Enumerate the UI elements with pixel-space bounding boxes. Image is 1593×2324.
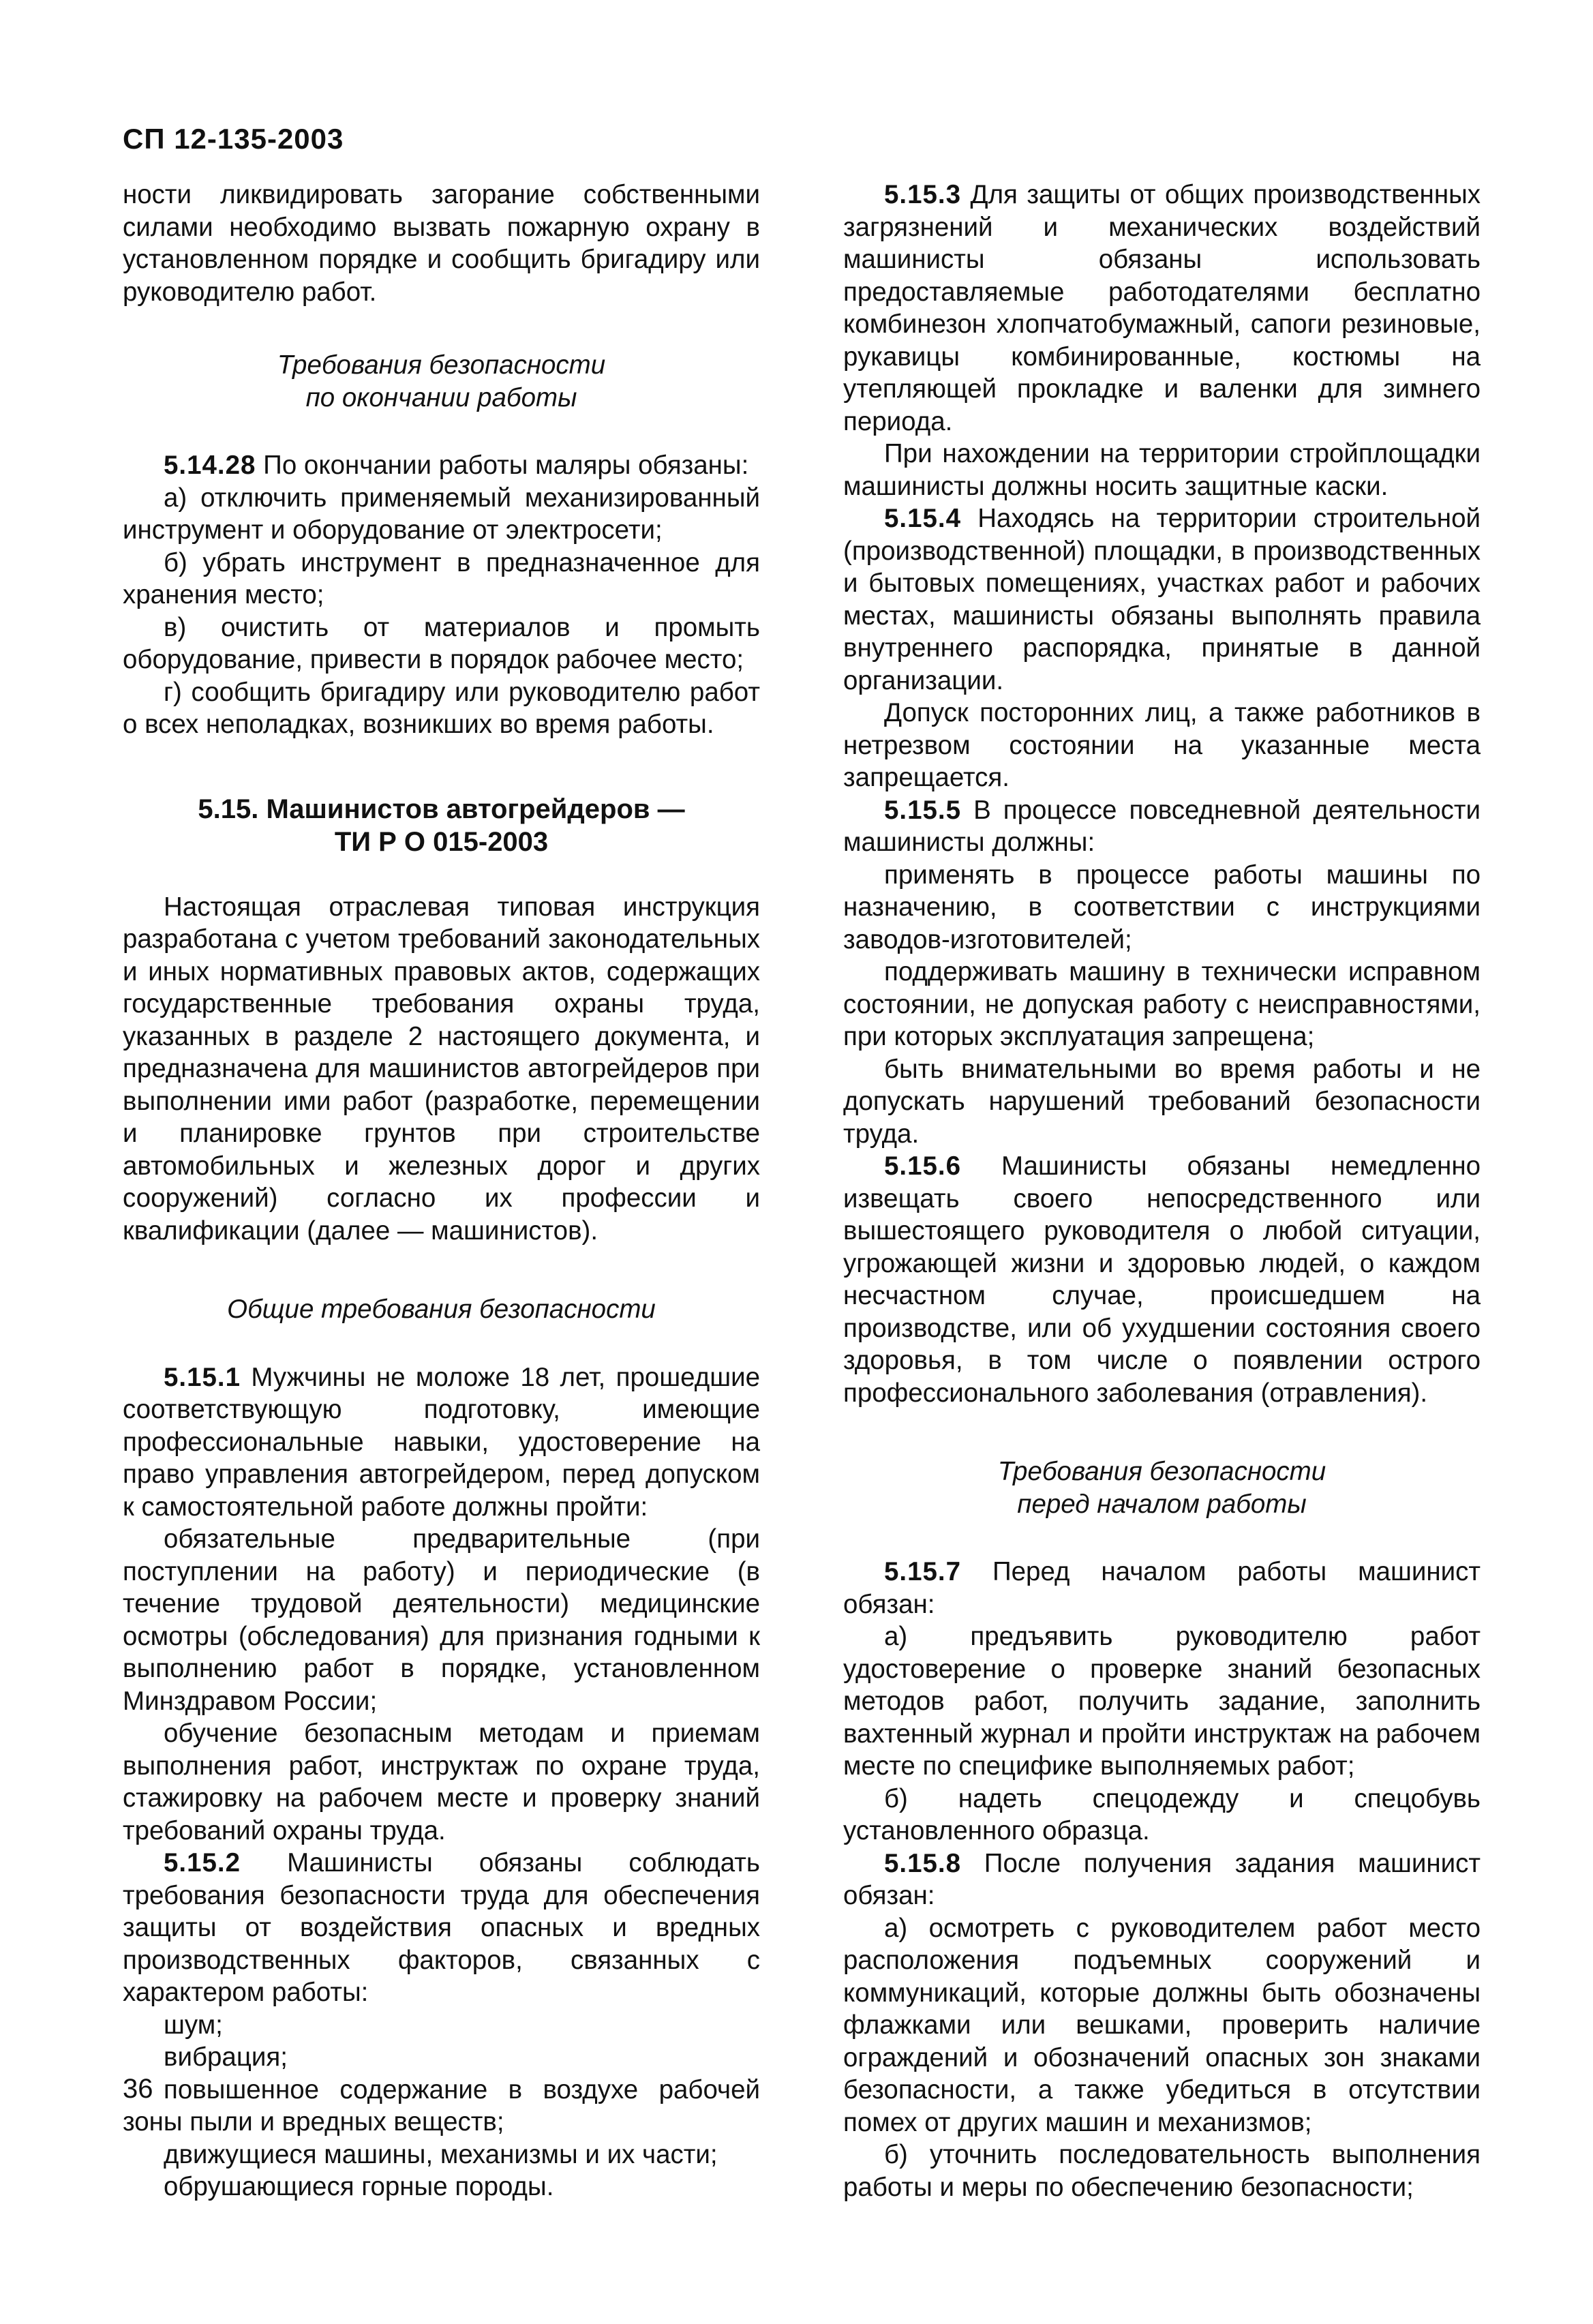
list-item: а) осмотреть с руководителем работ место расположения подъемных сооружений и коммуникаций, которые должны быть обозначены флажками или вешками, проверить наличие ограждений и обозначений опасных зон знаками безопасности, а также убедиться в отсутствии помех от других машин и механизмов; bbox=[843, 1913, 1481, 2137]
list-item: движущиеся машины, механизмы и их части; bbox=[164, 2139, 718, 2169]
clause-text: Машинисты обязаны немедленно извещать своего непосредственного или вышестоящего руководителя о любой ситуации, угрожающей жизни и здоровью людей, о каждом несчастном случае, происшедшем на производстве, или об ухудшении состояния своего здоровья, в том числе о появлении острого профессионального заболевания (отравления). bbox=[843, 1151, 1481, 1408]
subheading-line: перед началом работы bbox=[1017, 1489, 1307, 1519]
clause-text: Перед началом работы машинист обязан: bbox=[843, 1557, 1481, 1619]
clause-5-15-5 bbox=[843, 794, 1481, 859]
subheading-line: по окончании работы bbox=[305, 382, 577, 412]
subheading-before-work bbox=[843, 1455, 1481, 1520]
right-column bbox=[843, 179, 1481, 2203]
clause-5-15-6 bbox=[843, 1150, 1481, 1409]
clause-number: 5.15.2 bbox=[164, 1848, 241, 1877]
clause-5-15-3 bbox=[843, 179, 1481, 438]
list-item: г) сообщить бригадиру или руководителю работ о всех неполадках, возникших во время работы. bbox=[123, 677, 760, 739]
clause-5-15-2 bbox=[123, 1847, 760, 2009]
list-item: повышенное содержание в воздухе рабочей зоны пыли и вредных веществ; bbox=[123, 2074, 760, 2137]
list-item: б) уточнить последовательность выполнения работы и меры по обеспечению безопасности; bbox=[843, 2140, 1481, 2202]
list-item: б) надеть спецодежду и спецобувь установленного образца. bbox=[843, 1783, 1481, 1845]
subheading-after-work bbox=[123, 349, 760, 414]
page-number: 36 bbox=[123, 2074, 153, 2104]
clause-5-15-1 bbox=[123, 1361, 760, 1524]
list-item: обрушающиеся горные породы. bbox=[164, 2172, 554, 2201]
paragraph: При нахождении на территории стройплощадки машинисты должны носить защитные каски. bbox=[843, 439, 1481, 501]
clause-text: Для защиты от общих производственных загрязнений и механических воздействий машинисты обязаны использовать предоставляемые работодателями бесплатно комбинезон хлопчатобумажный, сапоги резиновые, рукавицы комбинированные, костюмы на утепляющей прокладке и валенки для зимнего периода. bbox=[843, 180, 1481, 436]
clause-number: 5.15.4 bbox=[884, 504, 962, 533]
document-header: СП 12-135-2003 bbox=[123, 123, 344, 155]
section-title bbox=[123, 793, 760, 858]
clause-number: 5.15.3 bbox=[884, 180, 962, 209]
paragraph: ности ликвидировать загорание собственными силами необходимо вызвать пожарную охрану в установленном порядке и сообщить бригадиру или руководителю работ. bbox=[123, 180, 760, 307]
list-item: применять в процессе работы машины по назначению, в соответствии с инструкциями заводов-изготовителей; bbox=[843, 860, 1481, 954]
subheading-line: Требования безопасности bbox=[277, 350, 606, 380]
list-item: шум; bbox=[164, 2010, 223, 2040]
paragraph: Допуск посторонних лиц, а также работников в нетрезвом состоянии на указанные места запрещается. bbox=[843, 698, 1481, 792]
list-item: б) убрать инструмент в предназначенное для хранения место; bbox=[123, 547, 760, 609]
clause-5-15-8 bbox=[843, 1847, 1481, 1912]
clause-text: Мужчины не моложе 18 лет, прошедшие соответствующую подготовку, имеющие профессиональные навыки, удостоверение на право управления автогрейдером, перед допуском к самостоятельной работе должны пройти: bbox=[123, 1362, 760, 1522]
clause-number: 5.15.7 bbox=[884, 1557, 962, 1586]
subheading-general: Общие требования безопасности bbox=[227, 1295, 656, 1324]
clause-number: 5.15.5 bbox=[884, 795, 962, 825]
clause-text: После получения задания машинист обязан: bbox=[843, 1848, 1481, 1910]
clause-text: Находясь на территории строительной (производственной) площадки, в производственных и бытовых помещениях, участках работ и рабочих местах, машинисты обязаны выполнять правила внутреннего распорядка, принятые в данной организации. bbox=[843, 504, 1481, 695]
subheading-line: Требования безопасности bbox=[997, 1457, 1326, 1486]
clause-text: В процессе повседневной деятельности машинисты должны: bbox=[843, 795, 1481, 857]
clause-text: Машинисты обязаны соблюдать требования безопасности труда для обеспечения защиты от воздействия опасных и вредных производственных факторов, связанных с характером работы: bbox=[123, 1848, 760, 2007]
list-item: поддерживать машину в технически исправном состоянии, не допуская работу с неисправностями, при которых эксплуатация запрещена; bbox=[843, 957, 1481, 1051]
list-item: обязательные предварительные (при поступлении на работу) и периодические (в течение трудовой деятельности) медицинские осмотры (обследования) для признания годными к выполнению работ в порядке, установленном Минздравом России; bbox=[123, 1524, 760, 1716]
list-item: быть внимательными во время работы и не допускать нарушений требований безопасности труда. bbox=[843, 1054, 1481, 1149]
paragraph: Настоящая отраслевая типовая инструкция разработана с учетом требований законодательных и иных нормативных правовых актов, содержащих государственные требования охраны труда, указанных в разделе 2 настоящего документа, и предназначена для машинистов автогрейдеров при выполнении ими работ (разработке, перемещении и планировке грунтов при строительстве автомобильных и железных дорог и других сооружений) согласно их профессии и квалификации (далее — машинистов). bbox=[123, 892, 760, 1246]
clause-5-14-28 bbox=[123, 449, 760, 482]
list-item: в) очистить от материалов и промыть оборудование, привести в порядок рабочее место; bbox=[123, 612, 760, 674]
clause-5-15-7 bbox=[843, 1556, 1481, 1620]
clause-number: 5.14.28 bbox=[164, 451, 256, 480]
clause-number: 5.15.8 bbox=[884, 1848, 962, 1878]
list-item: вибрация; bbox=[164, 2042, 288, 2072]
list-item: обучение безопасным методам и приемам выполнения работ, инструктаж по охране труда, стажировку на рабочем месте и проверку знаний требований охраны труда. bbox=[123, 1719, 760, 1845]
list-item: а) предъявить руководителю работ удостоверение о проверке знаний безопасных методов работ, получить задание, заполнить вахтенный журнал и пройти инструктаж на рабочем месте по специфике выполняемых работ; bbox=[843, 1622, 1481, 1781]
list-item: а) отключить применяемый механизированный инструмент и оборудование от электросети; bbox=[123, 483, 760, 545]
section-title-line: ТИ Р О 015-2003 bbox=[334, 826, 549, 857]
clause-number: 5.15.6 bbox=[884, 1151, 962, 1181]
clause-text: По окончании работы маляры обязаны: bbox=[256, 451, 749, 480]
clause-5-15-4 bbox=[843, 502, 1481, 697]
left-column bbox=[123, 179, 760, 2203]
clause-number: 5.15.1 bbox=[164, 1362, 241, 1392]
section-title-line: 5.15. Машинистов автогрейдеров — bbox=[198, 794, 685, 824]
